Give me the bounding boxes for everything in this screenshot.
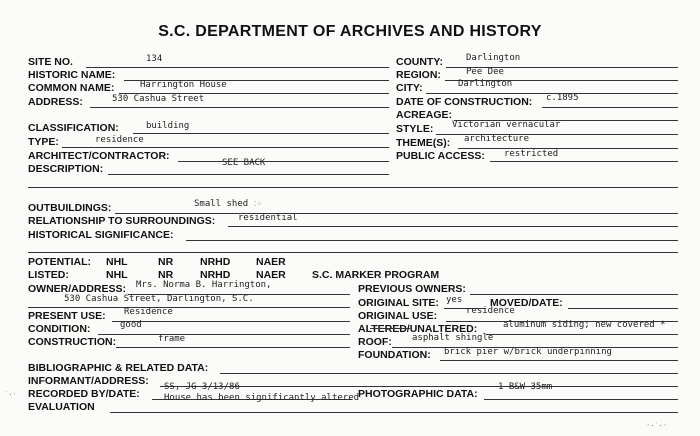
original-site-value: yes bbox=[446, 295, 463, 305]
description-label: DESCRIPTION: bbox=[28, 163, 104, 175]
site-no-value: 134 bbox=[146, 54, 163, 64]
date-construction-line bbox=[542, 107, 678, 108]
foundation-label: FOUNDATION: bbox=[358, 349, 431, 361]
original-use-value: residence bbox=[466, 306, 515, 316]
moved-date-line bbox=[568, 308, 678, 309]
recorded-by-value: SS, JG 3/13/86 bbox=[164, 382, 240, 392]
region-label: REGION: bbox=[396, 69, 441, 81]
site-no-line bbox=[86, 67, 389, 68]
scan-speck: ˙·ˑ bbox=[4, 391, 17, 399]
potential-label: POTENTIAL: bbox=[28, 256, 91, 268]
historical-significance-line bbox=[186, 240, 678, 241]
public-access-label: PUBLIC ACCESS: bbox=[396, 150, 485, 162]
common-name-label: COMMON NAME: bbox=[28, 82, 115, 94]
public-access-value: restricted bbox=[504, 149, 559, 159]
relationship-label: RELATIONSHIP TO SURROUNDINGS: bbox=[28, 215, 216, 227]
classification-label: CLASSIFICATION: bbox=[28, 122, 119, 134]
relationship-value: residential bbox=[238, 213, 298, 223]
evaluation-value: House has been significantly altered bbox=[164, 393, 360, 403]
type-line bbox=[62, 147, 389, 148]
outbuildings-line bbox=[115, 213, 678, 214]
listed-nhl: NHL bbox=[106, 269, 128, 281]
potential-nrhd: NRHD bbox=[200, 256, 231, 268]
type-label: TYPE: bbox=[28, 136, 59, 148]
outbuildings-label: OUTBUILDINGS: bbox=[28, 202, 112, 214]
scan-speck: ˑ·˙·ˑ bbox=[646, 422, 668, 430]
relationship-line bbox=[228, 226, 678, 227]
site-no-label: SITE NO. bbox=[28, 56, 73, 68]
description-continuation-line bbox=[28, 187, 678, 188]
address-line bbox=[90, 107, 389, 108]
altered-strikethrough bbox=[370, 328, 410, 329]
date-construction-label: DATE OF CONSTRUCTION: bbox=[396, 96, 533, 108]
condition-label: CONDITION: bbox=[28, 323, 91, 335]
previous-owners-line bbox=[470, 294, 678, 295]
foundation-value: brick pier w/brick underpinning bbox=[444, 347, 612, 357]
address-label: ADDRESS: bbox=[28, 96, 83, 108]
architect-line bbox=[178, 161, 389, 162]
themes-value: architecture bbox=[464, 134, 530, 144]
listed-nr: NR bbox=[158, 269, 174, 281]
potential-nr: NR bbox=[158, 256, 174, 268]
evaluation-label: EVALUATION bbox=[28, 401, 95, 413]
recorded-by-label: RECORDED BY/DATE: bbox=[28, 388, 140, 400]
themes-line bbox=[458, 148, 678, 149]
informant-label: INFORMANT/ADDRESS: bbox=[28, 375, 149, 387]
classification-value: building bbox=[146, 121, 190, 131]
present-use-value: Residence bbox=[124, 307, 173, 317]
present-use-label: PRESENT USE: bbox=[28, 310, 106, 322]
address-value: 530 Cashua Street bbox=[112, 94, 205, 104]
original-use-label: ORIGINAL USE: bbox=[358, 310, 438, 322]
owner-address-line-2 bbox=[28, 307, 350, 308]
bibliographic-label: BIBLIOGRAPHIC & RELATED DATA: bbox=[28, 362, 209, 374]
owner-address-label: OWNER/ADDRESS: bbox=[28, 283, 127, 295]
photographic-value: 1 B&W 35mm bbox=[498, 382, 553, 392]
description-value: SEE BACK bbox=[222, 158, 266, 168]
public-access-line bbox=[490, 161, 678, 162]
listed-nrhd: NRHD bbox=[200, 269, 231, 281]
altered-label: ALTERED/UNALTERED: bbox=[358, 323, 478, 335]
listed-naer: NAER bbox=[256, 269, 286, 281]
form-title: S.C. DEPARTMENT OF ARCHIVES AND HISTORY bbox=[158, 23, 542, 40]
potential-nhl: NHL bbox=[106, 256, 128, 268]
description-line bbox=[108, 174, 389, 175]
altered-value: aluminum siding; new covered * bbox=[503, 320, 666, 330]
listed-label: LISTED: bbox=[28, 269, 69, 281]
previous-owners-label: PREVIOUS OWNERS: bbox=[358, 283, 466, 295]
style-label: STYLE: bbox=[396, 123, 434, 135]
condition-value: good bbox=[120, 320, 142, 330]
moved-date-label: MOVED/DATE: bbox=[490, 297, 563, 309]
evaluation-line bbox=[110, 412, 678, 413]
owner-value-line1: Mrs. Norma B. Harrington, bbox=[136, 280, 272, 290]
county-label: COUNTY: bbox=[396, 56, 444, 68]
marker-program-label: S.C. MARKER PROGRAM bbox=[312, 269, 440, 281]
acreage-label: ACREAGE: bbox=[396, 109, 453, 121]
roof-value: asphalt shingle bbox=[412, 333, 494, 343]
themes-label: THEME(S): bbox=[396, 137, 451, 149]
construction-line bbox=[116, 347, 350, 348]
city-label: CITY: bbox=[396, 82, 423, 94]
historic-name-label: HISTORIC NAME: bbox=[28, 69, 116, 81]
photographic-label: PHOTOGRAPHIC DATA: bbox=[358, 388, 478, 400]
photographic-line bbox=[484, 399, 678, 400]
original-site-label: ORIGINAL SITE: bbox=[358, 297, 439, 309]
bibliographic-line bbox=[220, 373, 678, 374]
owner-value-line2: 530 Cashua Street, Darlington, S.C. bbox=[64, 294, 254, 304]
classification-line bbox=[133, 133, 389, 134]
potential-naer: NAER bbox=[256, 256, 286, 268]
city-value: Darlington bbox=[458, 79, 513, 89]
common-name-value: Harrington House bbox=[140, 80, 227, 90]
roof-label: ROOF: bbox=[358, 336, 392, 348]
altered-line bbox=[486, 334, 678, 335]
outbuildings-value: Small shed bbox=[194, 199, 249, 209]
historical-significance-label: HISTORICAL SIGNIFICANCE: bbox=[28, 229, 174, 241]
foundation-line bbox=[440, 360, 678, 361]
construction-value: frame bbox=[158, 334, 186, 344]
region-value: Pee Dee bbox=[466, 67, 504, 77]
style-value: Victorian vernacular bbox=[452, 120, 561, 130]
construction-label: CONSTRUCTION: bbox=[28, 336, 117, 348]
date-construction-value: c.1895 bbox=[546, 93, 579, 103]
type-value: residence bbox=[95, 135, 144, 145]
scan-speck: ⁚⁘ bbox=[254, 200, 263, 208]
condition-line bbox=[98, 334, 350, 335]
architect-label: ARCHITECT/CONTRACTOR: bbox=[28, 150, 170, 162]
county-value: Darlington bbox=[466, 53, 521, 63]
section-divider bbox=[28, 252, 678, 253]
present-use-line bbox=[112, 321, 350, 322]
